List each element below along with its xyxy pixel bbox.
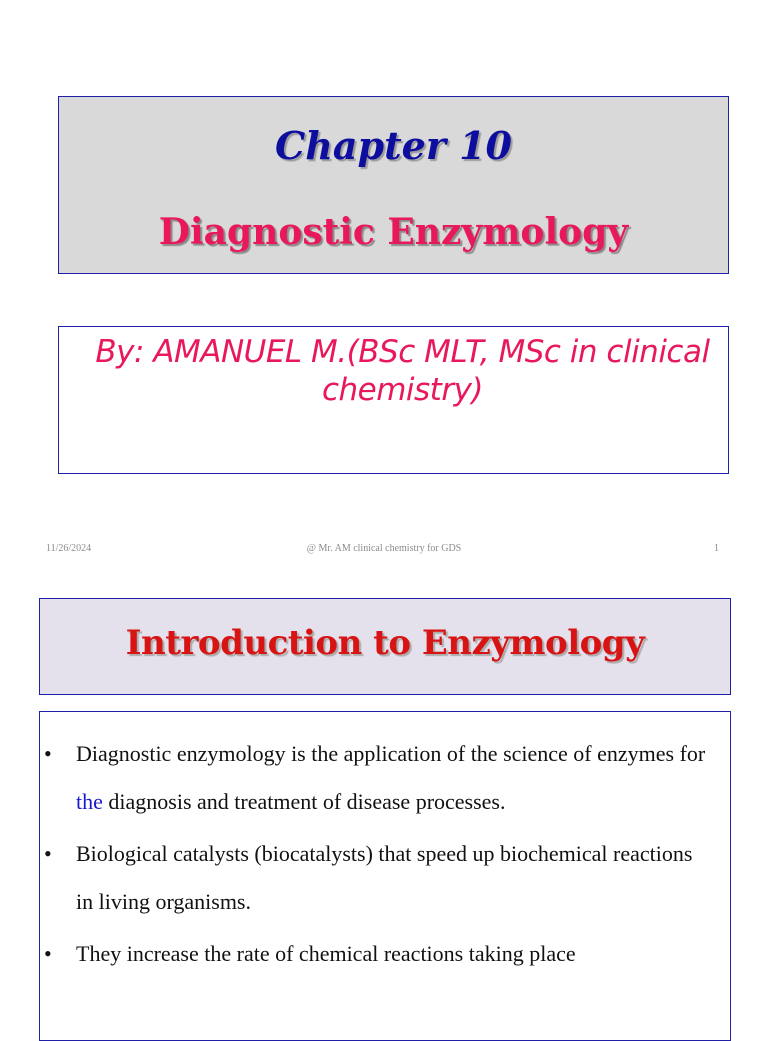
- intro-title: Introduction to Enzymology: [125, 623, 645, 663]
- footer-page-number: 1: [714, 543, 719, 554]
- author-line: By: AMANUEL M.(BSc MLT, MSc in clinical chemistry): [95, 334, 710, 408]
- bullet-text-after: diagnosis and treatment of disease processes.: [102, 789, 506, 814]
- bullet-text-before: Diagnostic enzymology is the application of the science of enzymes for: [76, 741, 706, 766]
- chapter-heading: Chapter 10: [275, 123, 512, 168]
- bullet-text-highlight: the: [76, 789, 103, 814]
- bullet-item: [40, 930, 730, 978]
- bullet-marker: •: [44, 841, 52, 866]
- bullet-text: Biological catalysts (biocatalysts) that speed up biochemical reactions in living organisms.: [76, 841, 693, 914]
- bullet-item: [40, 730, 730, 826]
- bullet-marker: •: [44, 941, 52, 966]
- bullet-text: They increase the rate of chemical reactions taking place: [76, 941, 576, 966]
- author-box: [58, 326, 729, 474]
- bullet-marker: •: [44, 741, 52, 766]
- bullet-item: [40, 830, 730, 926]
- bullet-list: [40, 730, 730, 982]
- title-slide-box: [58, 96, 729, 274]
- chapter-title: Diagnostic Enzymology: [158, 211, 629, 253]
- footer-caption: @ Mr. AM clinical chemistry for GDS: [306, 543, 462, 554]
- intro-title-box: [39, 598, 731, 695]
- footer-date: 11/26/2024: [46, 543, 92, 554]
- content-box: [39, 711, 731, 1041]
